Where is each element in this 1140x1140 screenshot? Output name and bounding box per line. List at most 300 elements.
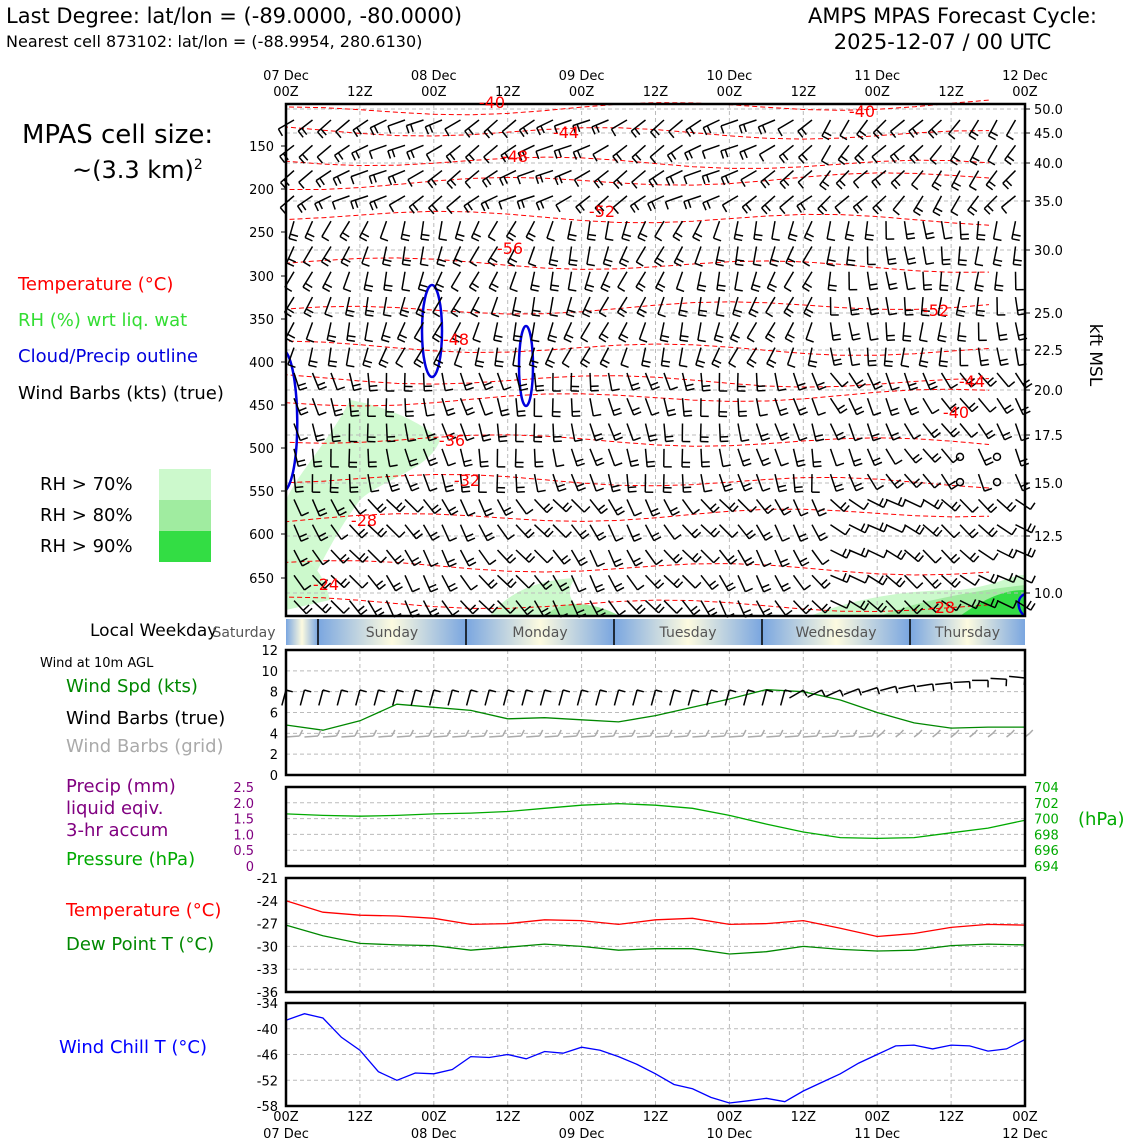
wind-barb-shaft: [640, 322, 646, 339]
wind-barb: [747, 348, 756, 368]
wind-barb-true: [1009, 676, 1025, 685]
wind-barb-flag: [743, 610, 750, 613]
wind-barb-flag: [619, 611, 625, 616]
wind-barb-flag: [556, 205, 560, 212]
wind-barb-flag: [653, 513, 660, 516]
wind-barb: [873, 196, 886, 214]
wind-barb: [812, 550, 829, 565]
wind-barb-shaft: [979, 525, 992, 537]
wind-barb-flag: [323, 288, 330, 292]
wind-barb-shaft: [646, 550, 657, 565]
barb-flag: [304, 690, 311, 692]
wind-barb: [303, 246, 312, 266]
wind-barb-flag: [632, 182, 637, 188]
wind-barb-shaft: [997, 322, 1000, 340]
wind-barb-flag: [297, 460, 305, 462]
wind-barb-flag: [744, 151, 747, 158]
wind-barb-flag: [326, 607, 331, 613]
wind-barb-flag: [1014, 260, 1022, 261]
wind-barb: [853, 196, 867, 213]
wind-barb-shaft: [849, 499, 864, 509]
wind-barb-flag: [348, 336, 356, 337]
wind-barb: [627, 449, 639, 467]
wind-barb: [442, 499, 458, 515]
wind-barb-flag: [854, 182, 859, 188]
wind-barb: [997, 297, 1005, 315]
wind-barb: [712, 348, 721, 368]
kft-tick-label: 35.0: [1034, 195, 1063, 210]
wind-barb-flag: [301, 203, 305, 210]
wind-barb: [969, 120, 978, 140]
wind-barb-flag: [991, 507, 997, 513]
wind-barb: [868, 297, 880, 315]
wind-barb: [609, 575, 624, 591]
wind-barb-flag: [695, 582, 701, 588]
bottom-date-label: 11 Dec: [854, 1127, 901, 1140]
wind-barb-flag: [596, 125, 599, 132]
wind-barb-flag: [877, 485, 884, 489]
wind-barb: [534, 398, 542, 416]
wind-barb-flag: [528, 532, 534, 537]
wind-barb: [638, 221, 647, 241]
wind-barb-shaft: [849, 297, 852, 315]
wind-barb-flag: [584, 506, 590, 512]
wind-barb-flag: [484, 509, 491, 512]
wind-barb: [794, 550, 810, 566]
wind-barb-flag: [917, 583, 923, 589]
wind-barb-flag: [615, 437, 622, 440]
wind-barb-flag: [909, 383, 917, 386]
wind-barb-flag: [853, 207, 858, 213]
wind-barb: [520, 120, 535, 137]
wind-barb-flag: [933, 527, 938, 533]
wind-barb-flag: [578, 150, 581, 157]
wind-barb: [770, 246, 779, 266]
wind-barb-flag: [595, 585, 602, 588]
wind-barb-shaft: [400, 297, 405, 314]
wind-barb-flag: [429, 585, 436, 588]
wind-barb-shaft: [420, 246, 423, 264]
precip-tick-label: 2.5: [233, 781, 254, 796]
barb-flag: [1030, 730, 1033, 733]
wind-barb-flag: [488, 580, 494, 585]
last-degree-label: Last Degree: lat/lon = (-89.0000, -80.0000): [6, 4, 463, 28]
wind-barb-flag: [674, 579, 679, 585]
wind-barb-shaft: [812, 575, 824, 588]
wind-barb-flag: [892, 413, 900, 416]
wind-barb: [812, 499, 826, 516]
wind-barb-shaft: [536, 196, 553, 203]
wind-barb-shaft: [650, 145, 664, 157]
precip-tick-label: 2.0: [233, 796, 254, 812]
wind-barb-shaft: [734, 221, 738, 239]
wind-barb-shaft: [836, 171, 849, 184]
wind-barb-shaft: [886, 272, 890, 290]
wind-barb: [340, 221, 349, 241]
wind-barb: [609, 525, 624, 541]
top-hour-label: 12Z: [347, 85, 373, 100]
wind-barb: [784, 272, 793, 292]
wind-barb-shaft: [979, 550, 994, 560]
isotherm-label: -40: [848, 102, 876, 121]
barb-shaft: [393, 690, 397, 705]
wind-barb: [720, 575, 736, 591]
wind-barb-shaft: [350, 474, 351, 492]
wind-barb-flag: [798, 182, 803, 188]
barb-shaft: [729, 736, 743, 737]
wind-barb-shaft: [346, 348, 349, 366]
wind-barb-shaft: [402, 272, 405, 290]
wind-barb-flag: [934, 500, 938, 507]
pressure-tick-label: 300: [249, 270, 274, 285]
wind-barb-flag: [636, 262, 643, 266]
wind-barb: [923, 474, 941, 488]
wind-barb: [389, 196, 405, 212]
wind-barb-flag: [470, 605, 476, 610]
barb-shaft: [633, 690, 637, 705]
wind-barb-shaft: [313, 398, 319, 415]
wind-barb: [536, 196, 553, 210]
wind-barb-flag: [288, 259, 295, 262]
wind-barb-shaft: [636, 246, 645, 261]
wind-barb-shaft: [315, 196, 331, 204]
wind-barb: [969, 171, 978, 191]
wind-barb-flag: [488, 237, 495, 241]
wind-barb-flag: [338, 153, 342, 160]
wind-barb-flag: [755, 235, 763, 236]
wind-barb-flag: [840, 409, 847, 413]
wind-barb-flag: [851, 309, 859, 310]
wind-barb-flag: [940, 361, 948, 362]
wind-barb: [528, 246, 536, 266]
wind-barb-flag: [852, 314, 860, 315]
wind-barb-flag: [703, 390, 711, 391]
wind-barb: [327, 322, 336, 341]
wind-barb-shaft: [766, 297, 775, 312]
wind-barb-flag: [834, 364, 842, 366]
wind-barb: [646, 550, 663, 565]
barb-shaft: [954, 682, 970, 683]
legend-temperature: Temperature (°C): [18, 274, 174, 295]
wind-barb-flag: [601, 334, 608, 338]
wind-barb-shaft: [923, 424, 934, 438]
wind-barb: [605, 221, 613, 240]
wind-barb-flag: [932, 410, 939, 414]
wind-barb-flag: [916, 458, 922, 463]
wind-barb-flag: [973, 507, 979, 513]
wind-barb-flag: [926, 233, 934, 235]
wind-barb-flag: [327, 340, 335, 342]
wind-barb-flag: [685, 153, 688, 160]
wind-barb-flag: [581, 338, 588, 342]
wind-barb-flag: [696, 556, 701, 562]
isotherm-label: -28: [350, 511, 378, 530]
wind-barb: [886, 297, 897, 315]
wind-barb-flag: [639, 608, 645, 613]
wind-barb-shaft: [812, 550, 823, 565]
wind-barb-shaft: [779, 145, 793, 156]
wind-barb-shaft: [993, 246, 997, 264]
wind-barb: [587, 221, 596, 240]
wind-barb-shaft: [905, 550, 919, 562]
wind-barb-flag: [767, 288, 774, 291]
wind-barb-flag: [766, 338, 773, 342]
wind-barb: [388, 145, 405, 158]
wind-barb: [464, 196, 479, 213]
wind-barb: [960, 525, 978, 538]
wind-barb-flag: [388, 126, 391, 134]
wind-barb-flag: [563, 503, 568, 509]
barb-shaft: [545, 736, 559, 737]
wind-barb: [370, 145, 387, 159]
wind-barb-flag: [298, 464, 306, 466]
wind-barb: [775, 550, 789, 567]
wind-barb-shaft: [780, 196, 794, 208]
wind-barb-shaft: [572, 449, 578, 466]
forecast-title: AMPS MPAS Forecast Cycle:: [808, 4, 1097, 28]
wind-barb-flag: [577, 463, 585, 465]
wind-barb: [905, 550, 924, 562]
wind-barb-shaft: [1002, 196, 1016, 207]
wind-barb-shaft: [590, 398, 593, 416]
wind-barb: [757, 575, 771, 592]
wind-barb-flag: [818, 412, 826, 415]
wind-barb: [664, 499, 679, 515]
wind-barb: [461, 373, 474, 390]
wind-barb-flag: [852, 364, 860, 365]
wind-barb: [720, 424, 729, 442]
wind-barb-shaft: [553, 424, 554, 442]
wind-barb-flag: [342, 233, 349, 237]
wind-barb-flag: [499, 441, 507, 442]
wind-barb-true: [485, 690, 496, 705]
wind-barb-flag: [920, 527, 924, 534]
wind-barb-shaft: [498, 499, 506, 515]
wind-barb-flag: [838, 405, 845, 409]
pressure-tick-label: 696: [1034, 844, 1059, 860]
wind-barb-flag: [509, 233, 516, 237]
wind-barb-shaft: [738, 601, 745, 618]
wind-barb-flag: [467, 412, 474, 415]
barb-shaft: [489, 736, 503, 737]
wind-barb-flag: [865, 576, 868, 583]
wind-barb-true: [319, 690, 330, 705]
barb-shaft: [917, 684, 933, 687]
wind-barb: [315, 196, 331, 211]
wind-barb: [627, 601, 645, 614]
wind-barb: [760, 145, 775, 161]
wind-barb-flag: [451, 511, 458, 515]
wind-barb-shaft: [905, 449, 916, 463]
wind-barb-flag: [517, 411, 525, 412]
pressure-tick-label: 694: [1034, 860, 1059, 875]
wind-barb: [933, 196, 942, 216]
wind-barb: [749, 297, 758, 317]
wind-barb-flag: [334, 409, 342, 411]
pressure-tick-label: 500: [249, 442, 274, 457]
wind-barb-flag: [462, 491, 470, 492]
wind-barb-flag: [420, 264, 428, 265]
wind-barb: [599, 297, 608, 317]
wind-barb-flag: [649, 181, 653, 188]
wind-barb-shaft: [683, 499, 694, 514]
wind-barb-shaft: [886, 449, 895, 464]
wind-barb: [613, 145, 627, 162]
wind-barb-true: [898, 685, 915, 692]
wind-barb: [942, 550, 960, 563]
wind-barb: [812, 449, 822, 467]
wind-barb-flag: [1030, 503, 1034, 510]
wind-barb-grid: [471, 730, 488, 737]
wind-barb: [803, 272, 812, 292]
bottom-hour-label: 12Z: [494, 1110, 521, 1125]
wind-barb-flag: [753, 285, 761, 287]
wind-barb: [646, 575, 664, 588]
wind-barb: [546, 348, 555, 368]
wind-barb-flag: [613, 490, 621, 492]
wind-barb: [316, 171, 331, 188]
wind-barb-flag: [651, 382, 658, 385]
wind-barb-flag: [325, 314, 333, 317]
wind-barb-shaft: [550, 297, 553, 315]
wind-barb: [322, 246, 331, 266]
wind-barb-flag: [576, 207, 581, 213]
wind-barb-flag: [305, 238, 312, 241]
wind-barb-flag: [836, 183, 842, 189]
wind-barb-flag: [1004, 405, 1011, 409]
wind-barb-flag: [340, 236, 347, 240]
barb-flag: [974, 730, 977, 733]
wind-barb-flag: [995, 290, 1003, 291]
wind-barb-flag: [621, 259, 628, 262]
wind-barb-flag: [762, 208, 767, 214]
wind-barb: [379, 348, 388, 368]
wind-barb: [673, 221, 682, 241]
wind-barb-flag: [451, 287, 458, 291]
wind-barb-flag: [1005, 160, 1011, 165]
wind-barb: [360, 221, 369, 241]
wind-barb-flag: [341, 579, 346, 585]
wind-barb-shaft: [997, 398, 1007, 413]
wind-barb-shaft: [481, 196, 497, 204]
wind-barb-shaft: [1016, 424, 1022, 441]
wind-barb: [409, 196, 423, 213]
wind-barb-flag: [361, 610, 367, 615]
wind-barb-flag: [569, 264, 577, 265]
wind-barb: [757, 373, 766, 391]
wind-barb-shaft: [1016, 499, 1031, 509]
pressure-tick-label: 704: [1034, 781, 1059, 796]
wind-barb: [730, 322, 739, 342]
wind-barb-shaft: [368, 449, 369, 467]
wind-barb-flag: [956, 315, 964, 317]
wind-barb-shaft: [627, 499, 634, 515]
wind-barb-flag: [652, 202, 655, 209]
wind-barb: [619, 322, 628, 342]
wind-barb: [437, 246, 446, 266]
wind-barb: [923, 575, 941, 588]
wind-barb-flag: [465, 131, 470, 137]
wind-barb: [979, 322, 987, 340]
wind-barb: [590, 449, 604, 466]
wind-barb: [402, 246, 411, 265]
wind-barb-shaft: [979, 398, 991, 412]
bottom-hour-label: 00Z: [716, 1110, 743, 1125]
y-tick-label: 8: [269, 685, 278, 701]
wind-barb: [554, 145, 571, 158]
wind-barb-flag: [833, 359, 841, 361]
wind-barb-shaft: [516, 499, 526, 514]
wind-barb-flag: [583, 359, 590, 363]
wind-barb: [997, 398, 1014, 413]
wind-barb-shaft: [803, 246, 812, 261]
wind-barb-flag: [621, 334, 628, 338]
wind-barb: [627, 373, 640, 390]
wind-barb-shaft: [735, 272, 738, 290]
wind-barb-flag: [677, 608, 683, 614]
wind-barb-shaft: [479, 424, 483, 441]
wind-barb-flag: [400, 314, 408, 316]
wind-barb: [418, 272, 427, 292]
wind-barb-flag: [412, 488, 419, 491]
wind-barb-shaft: [664, 373, 670, 390]
wind-barb-flag: [707, 201, 710, 208]
wind-barb-flag: [767, 364, 774, 368]
wind-barb-flag: [733, 314, 741, 316]
wind-barb: [583, 297, 592, 317]
wind-barb-flag: [693, 509, 699, 514]
legend-precip-2: liquid eqiv.: [66, 798, 164, 819]
wind-barb-shaft: [891, 171, 904, 183]
wind-barb-shaft: [484, 120, 497, 132]
wind-barb-shaft: [845, 221, 849, 239]
wind-barb-flag: [763, 609, 770, 613]
wind-barb: [498, 499, 513, 515]
wind-barb: [717, 272, 726, 291]
wind-barb-flag: [398, 559, 404, 564]
wind-barb-shaft: [424, 398, 427, 416]
wind-barb-flag: [634, 538, 641, 541]
wind-barb-flag: [677, 582, 682, 588]
wind-barb-flag: [472, 283, 479, 287]
wind-barb: [757, 525, 773, 541]
wind-barb-shaft: [738, 575, 745, 591]
y-tick-label: -58: [256, 1100, 278, 1115]
wind-barb-flag: [972, 532, 978, 538]
wind-barb-flag: [599, 536, 606, 540]
wind-barb-shaft: [698, 322, 701, 340]
wind-barb-true: [504, 690, 515, 705]
wind-barb-shaft: [367, 424, 368, 442]
wind-barb: [831, 424, 846, 440]
wind-barb-flag: [694, 610, 700, 615]
legend-rh: RH (%) wrt liq. wat: [18, 310, 188, 331]
wind-barb-shaft: [330, 474, 331, 492]
wind-barb-flag: [337, 387, 345, 390]
wind-barb-flag: [301, 412, 308, 415]
wind-barb-flag: [658, 314, 666, 317]
wind-barb-flag: [896, 578, 901, 584]
wind-barb-shaft: [461, 525, 468, 542]
wind-barb-flag: [647, 466, 655, 467]
wind-barb-flag: [766, 536, 773, 540]
precip-tick-label: 1.5: [233, 812, 254, 828]
wind-barb-shaft: [370, 120, 386, 128]
top-date-label: 12 Dec: [1002, 69, 1048, 84]
wind-barb-flag: [1025, 384, 1032, 388]
wind-barb-flag: [821, 205, 827, 211]
barb-shaft: [323, 736, 337, 737]
